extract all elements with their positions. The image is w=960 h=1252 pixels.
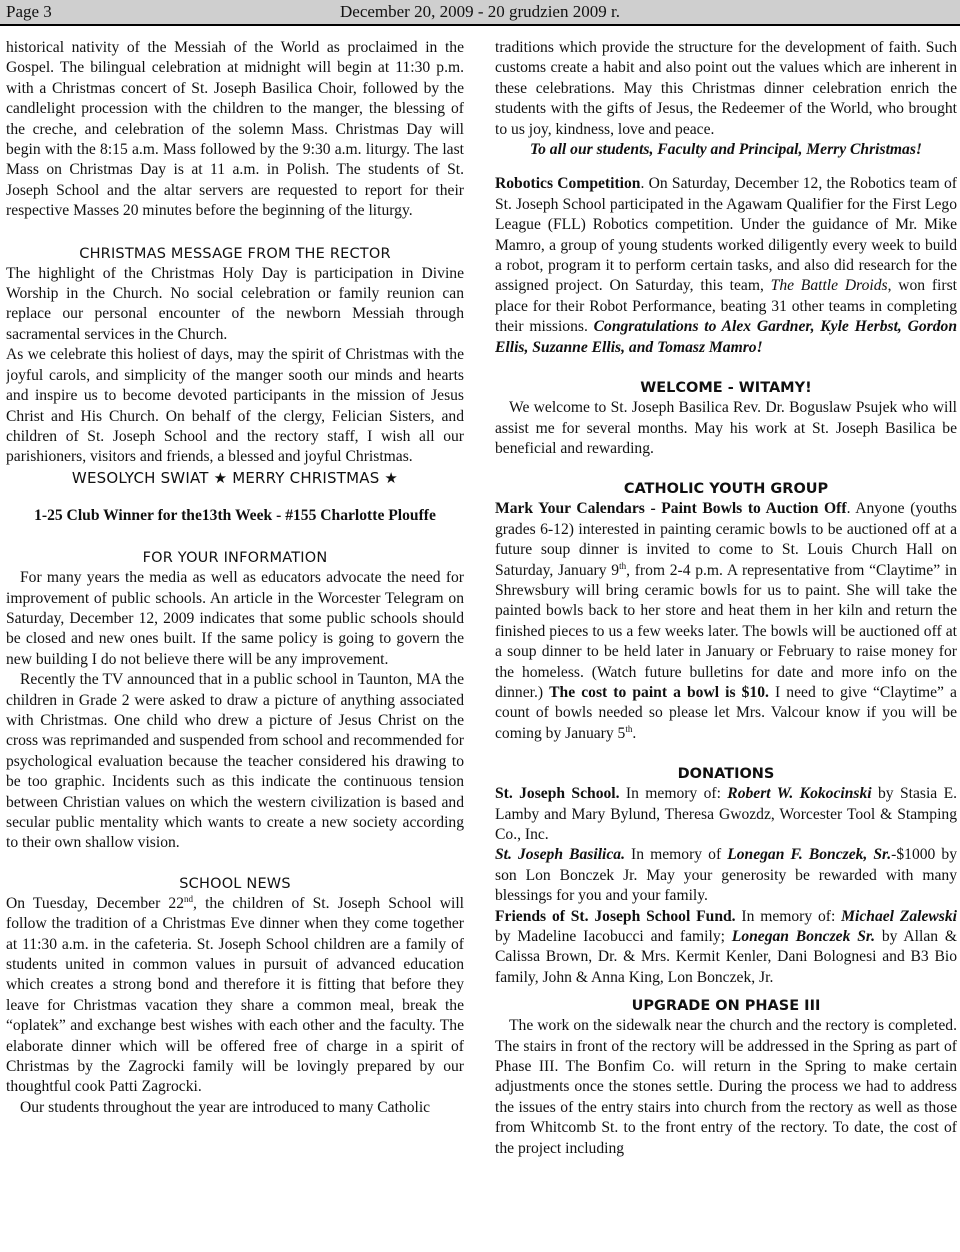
info-heading: FOR YOUR INFORMATION xyxy=(142,550,328,567)
school-news-paragraph-1: On Tuesday, December 22nd, the children of St. Joseph School will follow the tradition of a Christmas Eve dinner when they come together at 11:30 a.m. in the cafeteria. St. Joseph School children are a family of students united in common values in pursuit of advanced education which creates a strong bond and therefore it is fitting that before they leave for Christmas vacation they share a common meal, break the “oplatek” and exchange best wishes with each other and the faculty. The elaborate dinner which will be offered free of charge in a spirit of Christmas by the Zagrocki family will be lovingly prepared by our thoughtful cook Patti Zagrocki. xyxy=(6,893,464,1096)
school-news-heading: SCHOOL NEWS xyxy=(179,875,291,892)
welcome-heading: WELCOME - WITAMY! xyxy=(640,380,812,397)
page-header xyxy=(0,0,960,26)
youth-group-paragraph: Mark Your Calendars - Paint Bowls to Auction Off. Anyone (youths grades 6-12) interested in painting ceramic bowls to be auctioned off at a future soup dinner is invited to come to St. Louis Church Hall on Saturday, January 9th, from 2-4 p.m. A representative from “Claytime” in Shrewsbury will bring ceramic bowls for us to paint. She will take the painted bowls back to her store and heat them in her kiln and return the finished pieces to us a few weeks later. The bowls will be auctioned off at a soup dinner to be held later in January or February to raise money for the homeless. (Watch future bulletins for date and more info on the dinner.) The cost to paint a bowl is $10. I need to give “Claytime” a count of bowls needed so please let Mrs. Valcour know if you will be coming by January 5th. xyxy=(495,500,957,742)
robotics-paragraph: Robotics Competition. On Saturday, December 12, the Robotics team of St. Joseph School participated in the Agawam Qualifier for the First Lego League (FLL) Robotics competition. Under the guidance of Mr. Mike Mamro, a group of young students worked diligently every week to build a robot, program it to perform certain tasks, and also did research for the assigned project. On Saturday, this team, The Battle Droids, won first place for their Robot Performance, beating 31 other teams in completing their missions. Congratulations to Alex Gardner, Kyle Herbst, Gordon Ellis, Suzanne Ellis, and Tomasz Mamro! xyxy=(495,175,957,356)
upgrade-paragraph: The work on the sidewalk near the church and the rectory is completed. The stairs in front of the rectory will be addressed in the Spring as part of Phase III. The Bonfim Co. will return in the Spring to make certain adjustments once the stones settle. During the process we had to address the issues of the entry stairs into church from the rectory as well as those from Whitcomb St. to the front entry of the rectory. To date, the cost of the project including xyxy=(495,1017,957,1157)
info-paragraph-2: Recently the TV announced that in a public school in Taunton, MA the children in Grade 2 were asked to draw a picture of anything associated with Christmas. One child who drew a picture of Jesus Christ on the cross was reprimanded and suspended from school and recommended for psychological evaluation because the teacher considered his drawing to be too graphic. Incidents such as this indicate the continuous tension between Christian values on which the western civilization is based and secular public mentality which wants to create a new society according to their own shallow vision. xyxy=(6,671,464,852)
welcome-paragraph: We welcome to St. Joseph Basilica Rev. Dr. Boguslaw Psujek who will assist me for several months. May his work at St. Joseph Basilica be beneficial and rewarding. xyxy=(495,399,957,457)
school-news-paragraph-2: Our students throughout the year are introduced to many Catholic xyxy=(20,1098,431,1116)
page-number: Page 3 xyxy=(6,2,52,21)
christmas-wish: To all our students, Faculty and Principal, Merry Christmas! xyxy=(530,141,922,159)
rector-heading: CHRISTMAS MESSAGE FROM THE RECTOR xyxy=(79,245,391,262)
rector-paragraph-2: As we celebrate this holiest of days, may the spirit of Christmas with the joyful carols, and simplicity of the manger sooth our minds and hearts and inspire us to become devoted participants in the mission of Jesus Christ and His Church. On behalf of the clergy, Felician Sisters, and children of St. Joseph School and the rectory staff, I wish all our parishioners, visitors and friends, a blessed and joyful Christmas. xyxy=(6,346,464,466)
donations-heading: DONATIONS xyxy=(677,766,775,783)
header-date: December 20, 2009 - 20 grudzien 2009 r. xyxy=(340,2,620,21)
info-paragraph-1: For many years the media as well as educators advocate the need for improvement of public schools. An article in the Worcester Telegram on Saturday, December 12, 2009 indicates that some public schools should be closed and new ones built. If the same policy is going to govern the new building I do not believe there will be any improvement. xyxy=(6,569,464,668)
upgrade-heading: UPGRADE ON PHASE III xyxy=(631,998,821,1015)
left-column xyxy=(6,38,464,1252)
merry-christmas-banner: WESOLYCH SWIAT ★ MERRY CHRISTMAS ★ xyxy=(71,468,399,487)
mass-schedule-paragraph: historical nativity of the Messiah of the World as proclaimed in the Gospel. The bilingual celebration at midnight will begin at 11:30 p.m. with a Christmas concert of St. Joseph Basilica Choir, followed by the candlelight procession with the children to the manger, the blessing of the creche, and celebration of the solemn Mass. Christmas Day will begin with the 8:15 a.m. Mass followed by the 9:30 a.m. liturgy. The last Mass on Christmas Day is at 11 a.m. in Polish. The students of St. Joseph School and the altar servers are requested to report for their respective Masses 20 minutes before the beginning of the liturgy. xyxy=(6,39,464,220)
youth-group-heading: CATHOLIC YOUTH GROUP xyxy=(623,481,829,498)
rector-paragraph-1: The highlight of the Christmas Holy Day is participation in Divine Worship in the Church. No social celebration or family reunion can replace our personal encounter of the newborn Messiah through sacramental services in the Church. xyxy=(6,264,464,343)
donation-basilica: St. Joseph Basilica. In memory of Lonegan F. Bonczek, Sr.-$1000 by son Lon Bonczek Jr. May your generosity be rewarded with many blessings for you and your family. xyxy=(495,846,957,905)
donation-school: St. Joseph School. In memory of: Robert W. Kokocinski by Stasia E. Lamby and Mary Bylund, Theresa Gwozdz, Worcester Tool & Stamping Co., Inc. xyxy=(495,785,957,843)
club-winner: 1-25 Club Winner for the13th Week - #155 Charlotte Plouffe xyxy=(34,506,436,524)
traditions-paragraph: traditions which provide the structure for the development of faith. Such customs create a habit and also point out the values which are inherent in these celebrations. May this Christmas dinner celebration enrich the students with the gifts of Jesus, the Redeemer of the World, who brought to us joy, kindness, love and peace. xyxy=(495,39,957,138)
donation-fund: Friends of St. Joseph School Fund. In memory of: Michael Zalewski by Madeline Iacobucci and family; Lonegan Bonczek Sr. by Allan & Calissa Brown, Dr. & Mrs. Kermit Kenler, Dani Bolognesi and B3 Bio family, John & Anna King, Lon Bonczek, Jr. xyxy=(495,907,957,986)
right-column xyxy=(495,38,957,1252)
